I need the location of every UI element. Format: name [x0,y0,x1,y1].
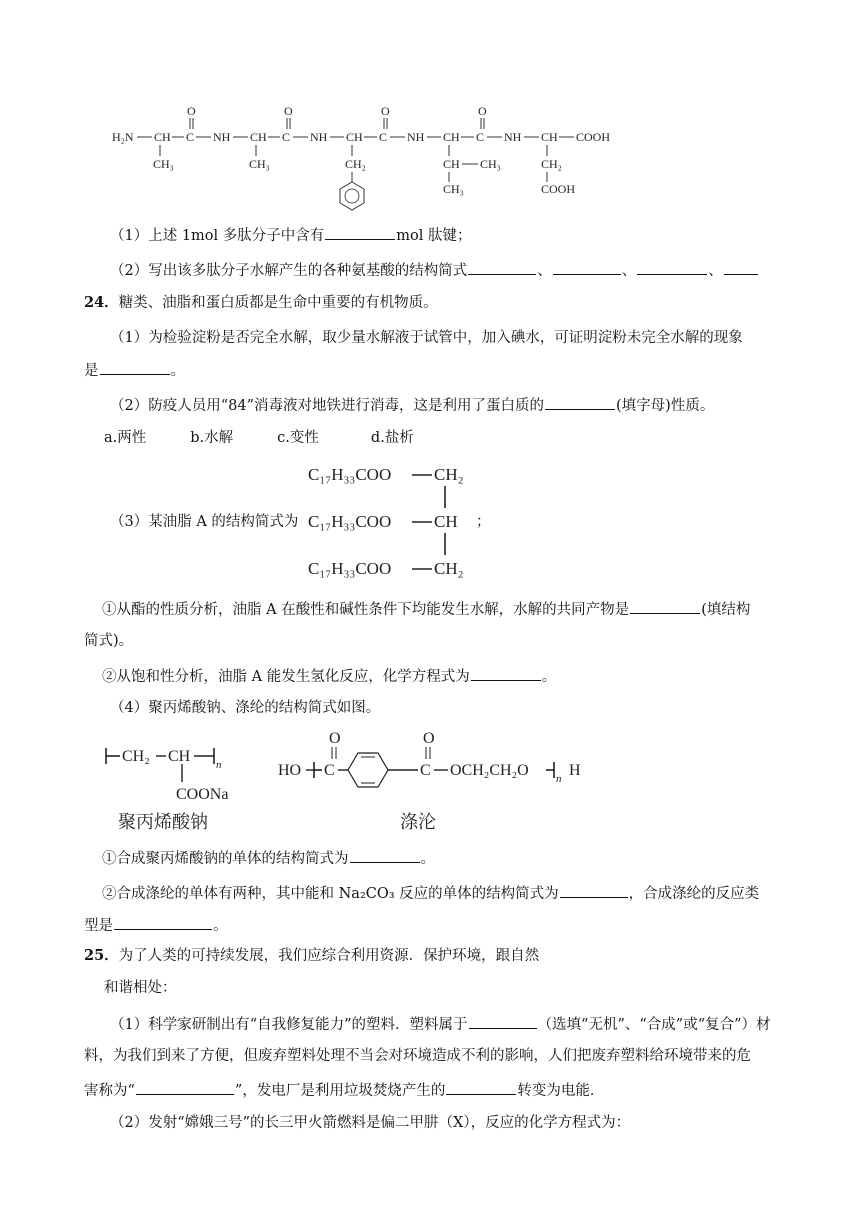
q25-sub1-tail: （选填“无机”、“合成”或“复合”）材 [537,1017,771,1033]
answer-blank[interactable] [471,665,541,681]
fat-ch2-bot: CH₂ [434,559,464,578]
q24-sub4-2-mid: ，合成涤纶的反应类 [628,886,760,902]
q25-sub1-cont: 料，为我们到来了方便，但废弃塑料处理不当会对环境造成不利的影响，人们把废弃塑料给环境带来的危 [84,1048,751,1064]
q24-sub4-2-tail: 。 [213,918,228,934]
q25-stem-text: 为了人类的可持续发展，我们应综合利用资源．保护环境，跟自然 [118,948,540,964]
q24-sub3-2 [102,665,830,687]
q24-sub3-1b [84,631,812,651]
answer-blank[interactable] [553,259,621,275]
separator: 、 [621,263,637,279]
q24-sub3-1-cont: 简式)。 [84,633,134,649]
q25-sub1-text: （1）科学家研制出有“自我修复能力”的塑料．塑料属于 [110,1017,468,1033]
q24-sub1-tail: 。 [170,363,185,379]
peptide-nh-3: NH [407,130,425,144]
peptide-nh-1: NH [213,130,231,144]
q25-stem2-text: 和谐相处： [104,980,177,996]
peptide-ch-side-4: CH [443,157,460,171]
q25-sub1b [84,1046,812,1066]
answer-blank[interactable] [724,259,758,275]
poly1-coona: COONa [176,786,229,803]
peptide-c-1: C [186,130,195,144]
option-d[interactable]: d.盐析 [370,430,414,446]
poly2-ho: HO [278,762,302,779]
peptide-c-2: C [282,130,291,144]
answer-blank[interactable] [560,882,628,898]
poly2-c1: C [324,762,335,779]
q24-stem [84,293,812,313]
q25-stem2 [104,978,832,998]
peptide-ch2-3: CH₂ [345,157,366,171]
peptide-ch-2: CH [250,130,267,144]
q24-sub4-text: （4）聚丙烯酸钠、涤纶的结构简式如图。 [110,700,381,716]
q24-sub2-text: （2）防疫人员用“84”消毒液对地铁进行消毒，这是利用了蛋白质的 [110,398,544,414]
q24-sub3-2-text: ②从饱和性分析，油脂 A 能发生氢化反应，化学方程式为 [102,669,470,685]
option-c[interactable]: c.变性 [277,430,319,446]
q24-sub4-2-text: ②合成涤纶的单体有两种，其中能和 Na₂CO₃ 反应的单体的结构简式为 [102,886,559,902]
peptide-o-2: O [284,104,293,118]
q24-sub2-tail: (填字母)性质。 [616,398,715,414]
answer-blank[interactable] [469,1013,537,1029]
peptide-o-4: O [478,104,487,118]
peptide-ch-5: CH [541,130,558,144]
q23-sub2-text: （2）写出该多肽分子水解产生的各种氨基酸的结构简式 [110,263,468,279]
peptide-ch-3: CH [346,130,363,144]
answer-blank[interactable] [468,259,536,275]
peptide-ch3-4a: CH₃ [480,157,501,171]
peptide-c-4: C [476,130,485,144]
q25-sub1 [110,1013,838,1035]
polymer-structures [96,726,736,836]
peptide-c-3: C [379,130,388,144]
peptide-h2n: H₂N [112,130,134,144]
poly1-ch2: CH₂ [122,748,150,765]
q24-sub3-1-text: ①从酯的性质分析，油脂 A 在酸性和碱性条件下均能发生水解，水解的共同产物是 [102,602,630,618]
q25-sub2-text: （2）发射“嫦娥三号”的长三甲火箭燃料是偏二甲肼（X），反应的化学方程式为： [110,1115,631,1131]
q23-sub1-text: （1）上述 1mol 多肽分子中含有 [110,228,325,244]
poly2-h: H [569,762,581,779]
peptide-ch-1: CH [154,130,171,144]
peptide-cooh-side: COOH [541,182,576,196]
q23-sub1-tail: mol 肽键； [396,228,472,244]
answer-blank[interactable] [637,259,707,275]
q24-sub4-2 [102,882,830,904]
q24-sub4-1-tail: 。 [420,851,435,867]
answer-blank[interactable] [114,914,212,930]
benzene-ring-icon [340,182,364,210]
q24-sub1-cont: 是 [84,363,99,379]
q24-sub3-2-tail: 。 [541,669,557,685]
q24-sub4-1 [102,847,830,869]
poly1-ch: CH [168,748,191,765]
answer-blank[interactable] [446,1079,516,1095]
answer-blank[interactable] [325,224,395,240]
fat-ch-mid: CH [434,512,458,531]
answer-blank[interactable] [100,359,170,375]
q24-options [104,428,832,448]
poly1-n: n [216,759,222,771]
q23-sub2 [110,259,838,281]
poly1-name: 聚丙烯酸钠 [118,812,208,832]
q25-stem [84,946,812,966]
q24-stem-text: 糖类、油脂和蛋白质都是生命中重要的有机物质。 [118,295,438,311]
q24-sub1a [110,328,838,348]
poly2-name: 涤沦 [400,812,436,832]
q23-sub1 [110,224,838,246]
q24-sub2 [110,394,838,416]
question-number: 24． [84,294,119,311]
benzene-ring-icon [348,753,388,787]
q25-sub2 [110,1113,838,1133]
q24-sub4-2-cont: 型是 [84,918,113,934]
answer-blank[interactable] [350,847,420,863]
answer-blank[interactable] [630,598,700,614]
peptide-ch3-1: CH₃ [153,157,174,171]
q24-sub3-1 [102,598,830,620]
peptide-ch2-5: CH₂ [541,157,562,171]
q24-sub4-2b [84,914,812,936]
peptide-o-3: O [381,104,390,118]
q25-sub1c [84,1079,812,1101]
q24-sub3-semicolon [476,512,496,532]
option-b[interactable]: b.水解 [190,430,234,446]
peptide-ch-4: CH [443,130,460,144]
peptide-nh-2: NH [310,130,328,144]
q24-sub3-1-tail: (填结构 [701,602,751,618]
poly2-tail: OCH₂CH₂O [450,762,529,779]
separator: 、 [537,263,552,279]
peptide-ch3-4b: CH₃ [443,182,464,196]
poly2-o1: O [329,730,341,747]
peptide-cooh-end: COOH [576,130,611,144]
fat-acyl-1: C₁₇H₃₃COO [308,465,392,484]
fat-acyl-3: C₁₇H₃₃COO [308,559,392,578]
q25-sub1-end: 转变为电能． [517,1083,605,1099]
q25-sub1-cont2: 害称为“ [84,1083,135,1099]
poly2-c2: C [420,762,431,779]
q24-sub4-1-text: ①合成聚丙烯酸钠的单体的结构简式为 [102,851,349,867]
fat-ch2-top: CH₂ [434,465,464,484]
answer-blank[interactable] [136,1079,234,1095]
answer-blank[interactable] [545,394,615,410]
punctuation: ； [476,514,491,530]
q24-sub4 [110,698,838,718]
peptide-ch3-2: CH₃ [249,157,270,171]
separator: 、 [708,263,723,279]
fat-acyl-2: C₁₇H₃₃COO [308,512,392,531]
poly2-o2: O [423,730,435,747]
q24-sub1b [84,359,812,381]
q25-sub1-mid: ”，发电厂是利用垃圾焚烧产生的 [234,1083,446,1099]
question-number: 25． [84,947,119,964]
q24-sub3-text: （3）某油脂 A 的结构简式为 [110,514,299,530]
poly2-n: n [556,773,562,785]
q24-sub1-text: （1）为检验淀粉是否完全水解，取少量水解液于试管中，加入碘水，可证明淀粉未完全水解的现象 [110,330,743,346]
option-a[interactable]: a.两性 [104,430,147,446]
peptide-o-1: O [187,104,196,118]
peptide-nh-4: NH [504,130,522,144]
